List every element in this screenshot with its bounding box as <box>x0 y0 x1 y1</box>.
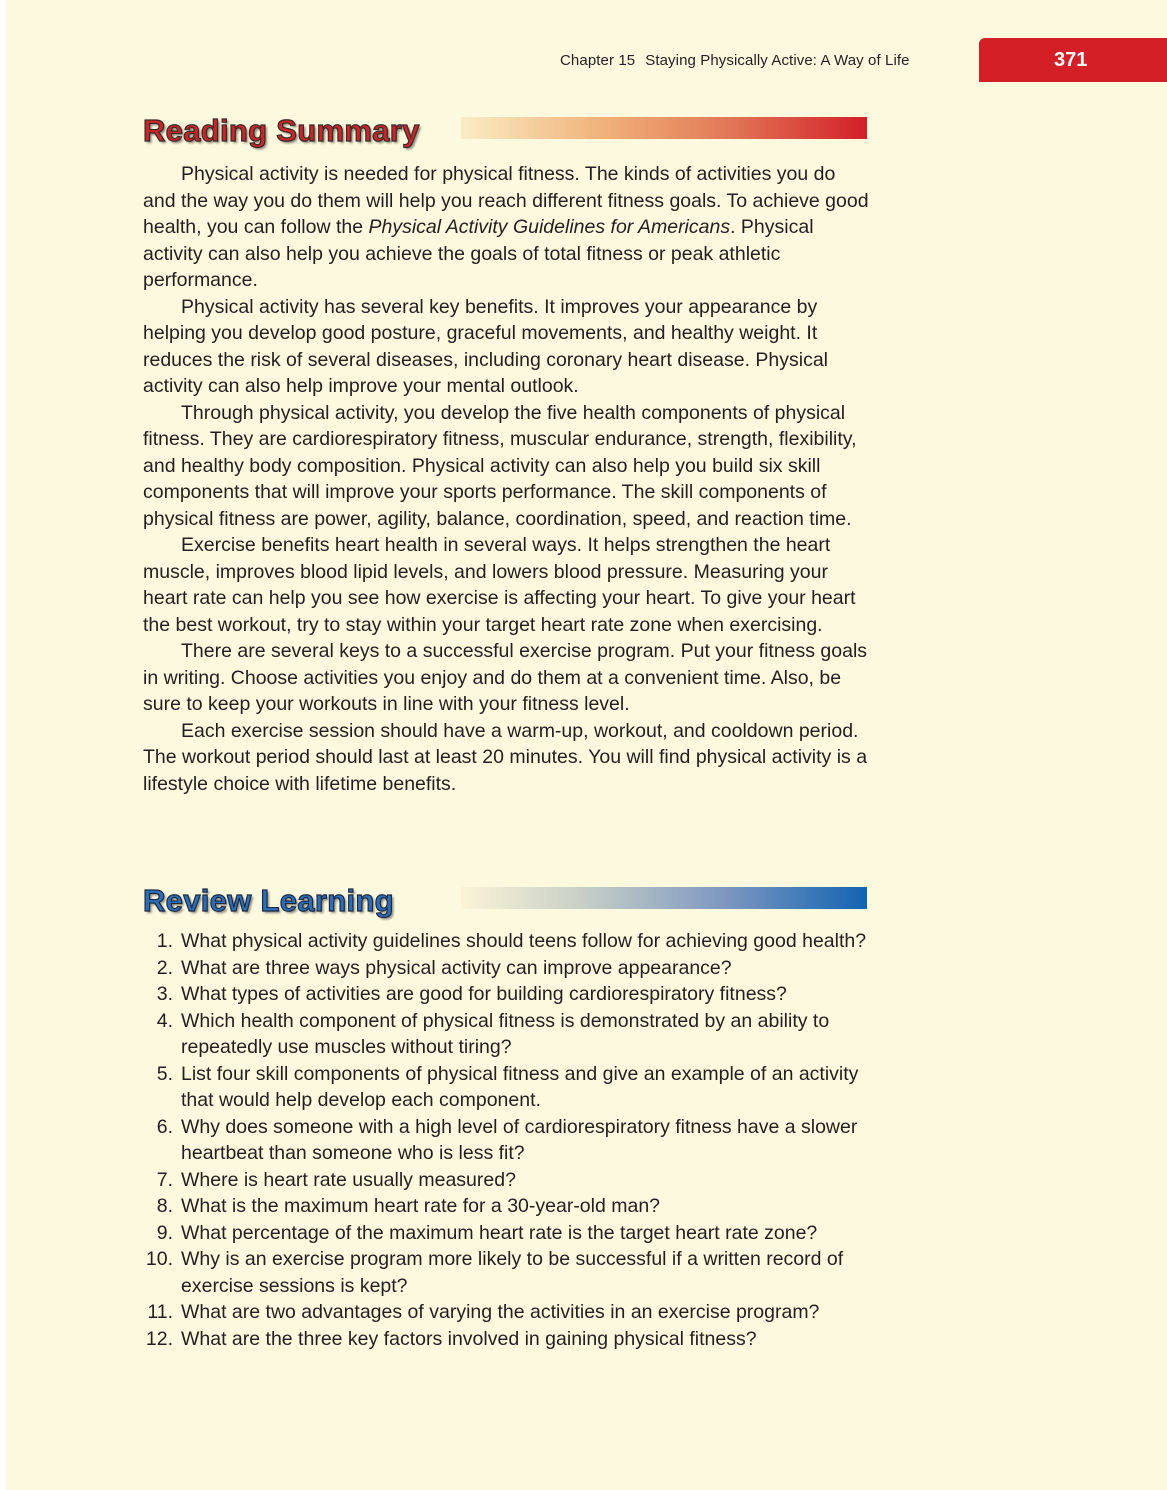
question-item: 1. What physical activity guidelines should teens follow for achieving good health? <box>156 930 867 952</box>
question-item: 7. Where is heart rate usually measured? <box>156 1168 516 1191</box>
question-item: 8. What is the maximum heart rate for a 30-year-old man? <box>156 1195 661 1217</box>
question-item: 2. What are three ways physical activity can improve appearance? <box>156 956 732 979</box>
summary-paragraph: Exercise benefits heart health in several ways. It helps strengthen the heart muscle, improves blood lipid levels, and lowers blood pressure. Measuring your heart rate can help you see how exercise is affecting your heart. To give your heart the best workout, try to stay within your target heart rate zone when exercising. <box>143 534 856 636</box>
question-item: 5. List four skill components of physical fitness and give an example of an activity that would help develop each component. <box>156 1062 859 1111</box>
summary-paragraph: Physical activity has several key benefits. It improves your appearance by helping you develop good posture, graceful movements, and healthy weight. It reduces the risk of several diseases, including coronary heart disease. Physical activity can also help improve your mental outlook. <box>143 295 829 397</box>
page-number: 371 <box>1054 49 1088 71</box>
summary-paragraph: There are several keys to a successful exercise program. Put your fitness goals in writing. Choose activities you enjoy and do them at a convenient time. Also, be sure to keep your workouts in line with your fitness level. <box>143 640 868 715</box>
reading-summary-body <box>143 161 871 797</box>
question-item: 3. What types of activities are good for building cardiorespiratory fitness? <box>156 983 787 1005</box>
question-item: 9. What percentage of the maximum heart rate is the target heart rate zone? <box>156 1221 818 1244</box>
running-header <box>560 52 910 69</box>
reading-summary-title: Reading Summary <box>143 113 420 148</box>
question-item: 12. What are the three key factors involved in gaining physical fitness? <box>145 1327 757 1350</box>
reading-summary-gradient-bar <box>461 117 867 139</box>
summary-paragraph: Through physical activity, you develop the five health components of physical fitness. They are cardiorespiratory fitness, muscular endurance, strength, flexibility, and healthy body composition. Physical activity can also help you build six skill components that will improve your sports performance. The skill components of physical fitness are power, agility, balance, coordination, speed, and reaction time. <box>143 401 857 530</box>
review-questions-list <box>143 928 871 1352</box>
review-learning-heading <box>143 883 867 919</box>
chapter-title: Staying Physically Active: A Way of Life <box>645 52 910 69</box>
review-learning-title: Review Learning <box>143 883 394 918</box>
review-learning-gradient-bar <box>461 887 867 909</box>
page-number-tab <box>979 38 1167 82</box>
reading-summary-heading <box>143 113 867 149</box>
page-edge <box>0 0 6 1490</box>
question-item: 6. Why does someone with a high level of cardiorespiratory fitness have a slower heartbeat than someone who is less fit? <box>156 1115 858 1164</box>
summary-paragraph: Physical activity is needed for physical fitness. The kinds of activities you do and the way you do them will help you reach different fitness goals. To achieve good health, you can follow the Physical Activity Guidelines for Americans. Physical activity can also help you achieve the goals of total fitness or peak athletic performance. <box>143 163 869 291</box>
question-item: 4. Which health component of physical fitness is demonstrated by an ability to repeatedly use muscles without tiring? <box>156 1009 830 1058</box>
question-item: 11. What are two advantages of varying the activities in an exercise program? <box>147 1301 820 1323</box>
chapter-number: Chapter 15 <box>560 52 636 69</box>
question-item: 10. Why is an exercise program more likely to be successful if a written record of exercise sessions is kept? <box>145 1248 844 1297</box>
summary-paragraph: Each exercise session should have a warm-up, workout, and cooldown period. The workout period should last at least 20 minutes. You will find physical activity is a lifestyle choice with lifetime benefits. <box>143 719 868 795</box>
